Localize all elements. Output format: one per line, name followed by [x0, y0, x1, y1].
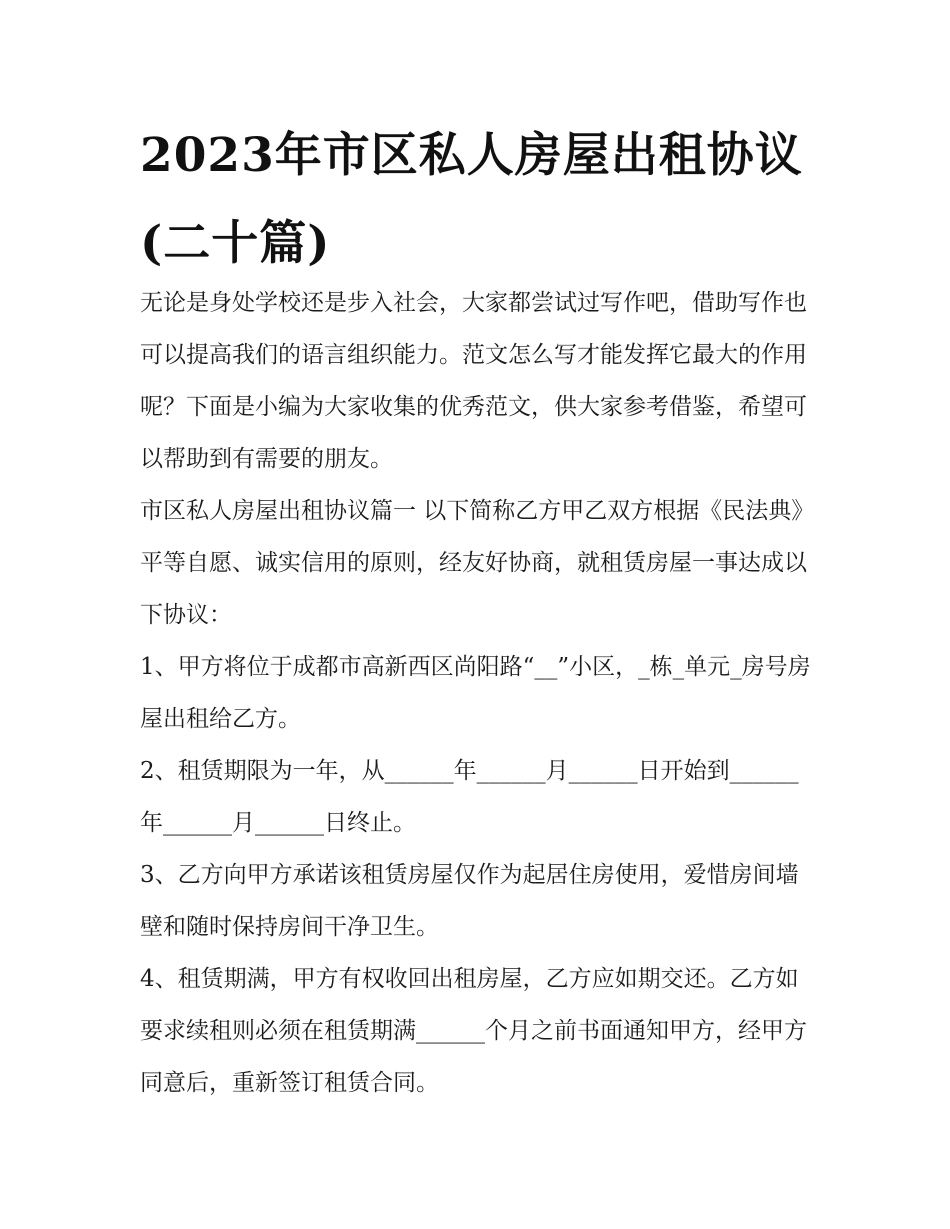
clause-2: 2、租赁期限为一年，从______年______月______日开始到______年______月______日终止。	[140, 758, 799, 836]
document-title: 2023年市区私人房屋出租协议(二十篇)	[140, 128, 803, 271]
clause-4: 4、租赁期满，甲方有权收回出租房屋，乙方应如期交还。乙方如要求续租则必须在租赁期满______个月之前书面通知甲方，经甲方同意后，重新签订租赁合同。	[140, 966, 807, 1096]
clause-3: 3、乙方向甲方承诺该租赁房屋仅作为起居住房使用，爱惜房间墙壁和随时保持房间干净卫生。	[140, 862, 799, 940]
agreement-preamble: 市区私人房屋出租协议篇一 以下简称乙方甲乙双方根据《民法典》平等自愿、诚实信用的原则，经友好协商，就租赁房屋一事达成以下协议：	[140, 498, 815, 628]
document-body	[140, 277, 820, 1109]
clause-1: 1、甲方将位于成都市高新西区尚阳路“__”小区，_栋_单元_房号房屋出租给乙方。	[140, 654, 811, 732]
intro-paragraph: 无论是身处学校还是步入社会，大家都尝试过写作吧，借助写作也可以提高我们的语言组织能力。范文怎么写才能发挥它最大的作用呢？下面是小编为大家收集的优秀范文，供大家参考借鉴，希望可以帮助到有需要的朋友。	[140, 290, 807, 472]
